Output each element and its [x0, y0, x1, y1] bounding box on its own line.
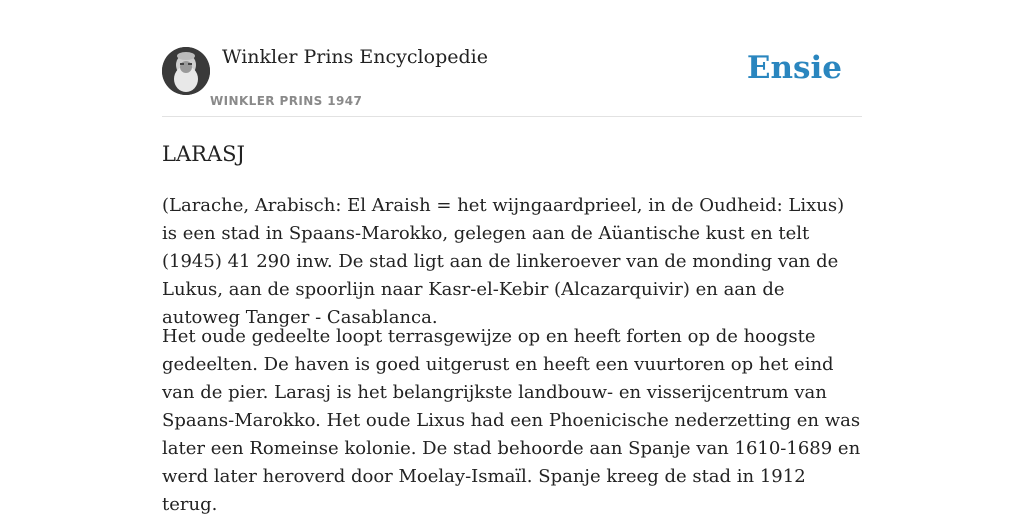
- article-paragraph-1: (Larache, Arabisch: El Araish = het wijngaardprieel, in de Oudheid: Lixus) is een stad in Spaans-Marokko, gelegen aan de Aüantische kust en telt (1945) 41 290 inw. De stad ligt aan de linkeroever van de monding van de Lukus, aan de spoorlijn naar Kasr-el-Kebir (Alcazarquivir) en aan de autoweg Tanger - Casablanca.: [162, 195, 845, 328]
- source-subtitle[interactable]: WINKLER PRINS 1947: [210, 94, 363, 108]
- article-paragraph-2: Het oude gedeelte loopt terrasgewijze op en heeft forten op de hoogste gedeelten. De haven is goed uitgerust en heeft een vuurtoren op het eind van de pier. Larasj is het belangrijkste landbouw- en visserijcentrum van Spaans-Marokko. Het oude Lixus had een Phoenicische nederzetting en was later een Romeinse kolonie. De stad behoorde aan Spanje van 1610-1689 en werd later heroverd door Moelay-Ismaïl. Spanje kreeg de stad in 1912 terug.: [162, 326, 861, 515]
- site-name[interactable]: Winkler Prins Encyclopedie: [222, 46, 488, 68]
- author-avatar[interactable]: [162, 47, 210, 95]
- bearded-man-portrait-icon: [162, 47, 210, 95]
- brand-logo[interactable]: Ensie: [746, 50, 842, 86]
- site-header: [162, 0, 862, 117]
- article-title: LARASJ: [162, 142, 245, 166]
- page-container: [162, 0, 862, 515]
